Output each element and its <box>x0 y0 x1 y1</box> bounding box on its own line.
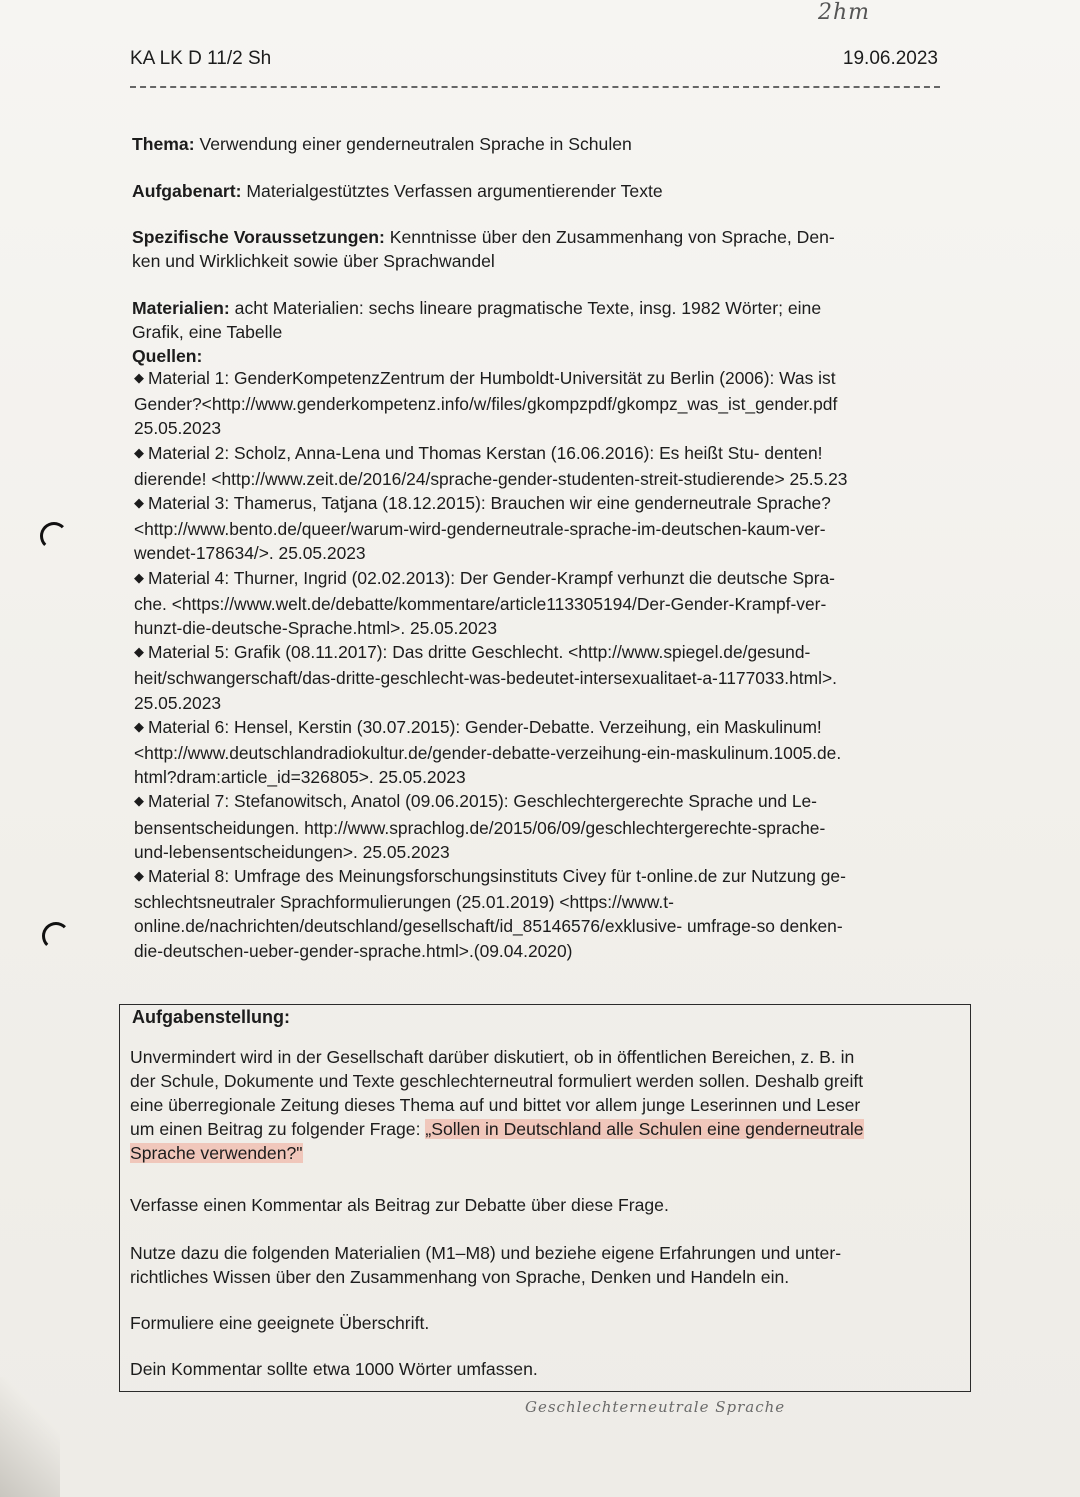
source-item: ◆ Material 5: Grafik (08.11.2017): Das dritte Geschlecht. <http://www.spiegel.de/gesund- heit/schwangerschaft/das-dritte-geschlecht-was-bedeutet-intersexualitaet-a-1177033.html>. 25.05.2023 <box>134 642 837 713</box>
task-length-instruction: Dein Kommentar sollte etwa 1000 Wörter umfassen. <box>130 1359 538 1379</box>
task-title: Aufgabenstellung: <box>132 1007 290 1027</box>
voraussetzungen-field <box>132 225 947 273</box>
source-item: ◆ Material 6: Hensel, Kerstin (30.07.2015): Gender-Debatte. Verzeihung, ein Maskulinum! <http://www.deutschlandradiokultur.de/gender-debatte-verzeihung-ein-maskulinum.1005.de. html?dram:article_id=326805>. 25.05.2023 <box>134 716 842 788</box>
task-materials-instruction: Nutze dazu die folgenden Materialien (M1–M8) und beziehe eigene Erfahrungen und unter- richtliches Wissen über den Zusammenhang von Sprache, Denken und Handeln ein. <box>130 1243 842 1287</box>
source-item: ◆ Material 8: Umfrage des Meinungsforschungsinstituts Civey für t-online.de zur Nutzung ge- schlechtsneutraler Sprachformulierungen (25.01.2019) <https://www.t- online.de/nachrichten/deutschland/gesellschaft/id_85146576/exklusive- umfrage-so denken- die-deutschen-ueber-gender-sprache.html>.(09.04.2020) <box>134 866 846 961</box>
page-corner-shadow <box>0 1377 60 1497</box>
header-divider <box>130 86 940 88</box>
task-instruction: Verfasse einen Kommentar als Beitrag zur Debatte über diese Frage. <box>130 1195 669 1215</box>
punch-hole-mark <box>42 922 70 950</box>
highlighted-question-cont: Sprache verwenden?" <box>130 1143 303 1163</box>
task-intro-paragraph: Unvermindert wird in der Gesellschaft darüber diskutiert, ob in öffentlichen Bereichen, z. B. in der Schule, Dokumente und Texte geschlechterneutral formuliert werden sollen. Deshalb greift eine überregionale Zeitung dieses Thema auf und bittet vor allem junge Leserinnen und Leser um einen Beitrag zu folgender Frage: „Sollen in Deutschland alle Schulen eine genderneutrale Sprache verwenden?" <box>130 1047 864 1163</box>
materialien-value: acht Materialien: sechs lineare pragmatische Texte, insg. 1982 Wörter; eine <box>229 298 822 318</box>
thema-label: Thema: <box>132 134 195 154</box>
voraussetzungen-label: Spezifische Voraussetzungen: <box>132 227 385 247</box>
voraussetzungen-value: Kenntnisse über den Zusammenhang von Sprache, Den- <box>384 227 835 247</box>
aufgabenart-field <box>132 179 947 203</box>
task-headline-instruction: Formuliere eine geeignete Überschrift. <box>130 1313 430 1333</box>
source-item: ◆ Material 3: Thamerus, Tatjana (18.12.2015): Brauchen wir eine genderneutrale Sprache? <http://www.bento.de/queer/warum-wird-genderneutrale-sprache-im-deutschen-kaum-ver- wendet-178634/>. 25.05.2023 <box>134 493 831 564</box>
materialien-field <box>132 296 947 368</box>
punch-hole-mark <box>40 522 68 550</box>
aufgabenart-label: Aufgabenart: <box>132 181 242 201</box>
thema-field <box>132 132 947 156</box>
materialien-value-cont: Grafik, eine Tabelle <box>132 322 283 342</box>
task-box <box>119 1004 971 1392</box>
source-item: ◆ Material 7: Stefanowitsch, Anatol (09.06.2015): Geschlechtergerechte Sprache und Le- bensentscheidungen. http://www.sprachlog.de/2015/06/09/geschlechtergerechte-sprache- und-lebensentscheidungen>. 25.05.2023 <box>134 791 826 862</box>
handwritten-note-bottom: Geschlechterneutrale Sprache <box>525 1398 786 1416</box>
voraussetzungen-value-cont: ken und Wirklichkeit sowie über Sprachwandel <box>132 251 495 271</box>
thema-value: Verwendung einer genderneutralen Sprache in Schulen <box>194 134 632 154</box>
highlighted-question: „Sollen in Deutschland alle Schulen eine genderneutrale <box>425 1119 864 1139</box>
source-item: ◆ Material 4: Thurner, Ingrid (02.02.2013): Der Gender-Krampf verhunzt die deutsche Spra- che. <https://www.welt.de/debatte/kommentare/article113305194/Der-Gender-Krampf-ver- hunzt-die-deutsche-Sprache.html>. 25.05.2023 <box>134 567 835 639</box>
quellen-label: Quellen: <box>132 346 203 366</box>
sources-list <box>134 366 949 963</box>
aufgabenart-value: Materialgestütztes Verfassen argumentierender Texte <box>241 181 663 201</box>
document-header <box>130 48 938 70</box>
course-code: KA LK D 11/2 Sh <box>130 48 272 69</box>
source-item: ◆ Material 1: GenderKompetenzZentrum der Humboldt-Universität zu Berlin (2006): Was ist Gender?<http://www.genderkompetenz.info/w/files/gkompzpdf/gkompz_was_ist_gender.pdf 25.05.2023 <box>134 368 838 439</box>
materialien-label: Materialien: <box>132 298 230 318</box>
handwritten-note-top: 2hm <box>818 0 871 25</box>
source-item: ◆ Material 2: Scholz, Anna-Lena und Thomas Kerstan (16.06.2016): Es heißt Stu- denten! dierende! <http://www.zeit.de/2016/24/sprache-gender-studenten-streit-studierende> 25.5.23 <box>134 442 848 489</box>
document-date: 19.06.2023 <box>842 48 938 69</box>
